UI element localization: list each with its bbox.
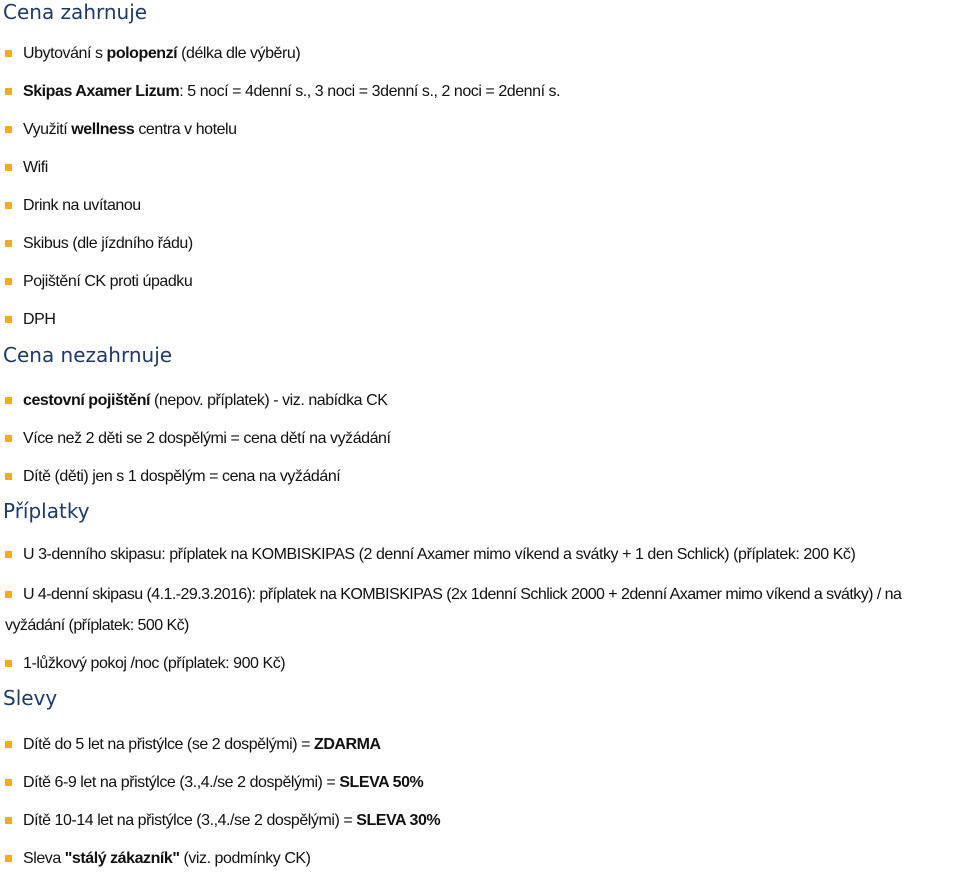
bullet-icon: [5, 473, 12, 480]
list-item: Více než 2 děti se 2 dospělými = cena dětí na vyžádání: [5, 423, 958, 454]
list-item: Využití wellness centra v hotelu: [5, 114, 958, 145]
bullet-icon: [5, 551, 12, 558]
bullet-icon: [5, 741, 12, 748]
bullet-icon: [5, 164, 12, 171]
section-title-excluded: Cena nezahrnuje: [3, 343, 173, 367]
list-item: U 3-denního skipasu: příplatek na KOMBISKIPAS (2 denní Axamer mimo víkend a svátky + 1 den Schlick) (příplatek: 200 Kč): [5, 539, 958, 570]
bullet-icon: [5, 50, 12, 57]
bullet-icon: [5, 435, 12, 442]
list-item: Skibus (dle jízdního řádu): [5, 228, 958, 259]
list-item: Ubytování s polopenzí (délka dle výběru): [5, 38, 958, 69]
bullet-icon: [5, 591, 12, 598]
bullet-icon: [5, 660, 12, 667]
bullet-icon: [5, 397, 12, 404]
bullet-icon: [5, 240, 12, 247]
list-item: DPH: [5, 304, 958, 335]
list-item: Pojištění CK proti úpadku: [5, 266, 958, 297]
section-title-discounts: Slevy: [3, 686, 58, 710]
section-title-surcharges: Příplatky: [3, 499, 90, 523]
bullet-icon: [5, 278, 12, 285]
list-item: Dítě (děti) jen s 1 dospělým = cena na vyžádání: [5, 461, 958, 492]
bullet-icon: [5, 855, 12, 862]
list-item: Wifi: [5, 152, 958, 183]
bullet-icon: [5, 779, 12, 786]
list-item: Dítě do 5 let na přistýlce (se 2 dospělými) = ZDARMA: [5, 729, 958, 760]
list-item: 1-lůžkový pokoj /noc (příplatek: 900 Kč): [5, 648, 958, 679]
section-title-included: Cena zahrnuje: [3, 0, 148, 24]
list-item: Drink na uvítanou: [5, 190, 958, 221]
list-item: U 4-denní skipasu (4.1.-29.3.2016): příplatek na KOMBISKIPAS (2x 1denní Schlick 2000 + 2denní Axamer mimo víkend a svátky) / na vyžádání (příplatek: 500 Kč): [5, 586, 902, 634]
bullet-icon: [5, 88, 12, 95]
list-item: Dítě 10-14 let na přistýlce (3.,4./se 2 dospělými) = SLEVA 30%: [5, 805, 958, 836]
list-item: cestovní pojištění (nepov. příplatek) - viz. nabídka CK: [5, 385, 958, 416]
list-item: Sleva "stálý zákazník" (viz. podmínky CK): [5, 843, 958, 874]
bullet-icon: [5, 202, 12, 209]
bullet-icon: [5, 126, 12, 133]
bullet-icon: [5, 817, 12, 824]
list-item: Skipas Axamer Lizum: 5 nocí = 4denní s., 3 noci = 3denní s., 2 noci = 2denní s.: [5, 76, 958, 107]
bullet-icon: [5, 316, 12, 323]
list-item: Dítě 6-9 let na přistýlce (3.,4./se 2 dospělými) = SLEVA 50%: [5, 767, 958, 798]
